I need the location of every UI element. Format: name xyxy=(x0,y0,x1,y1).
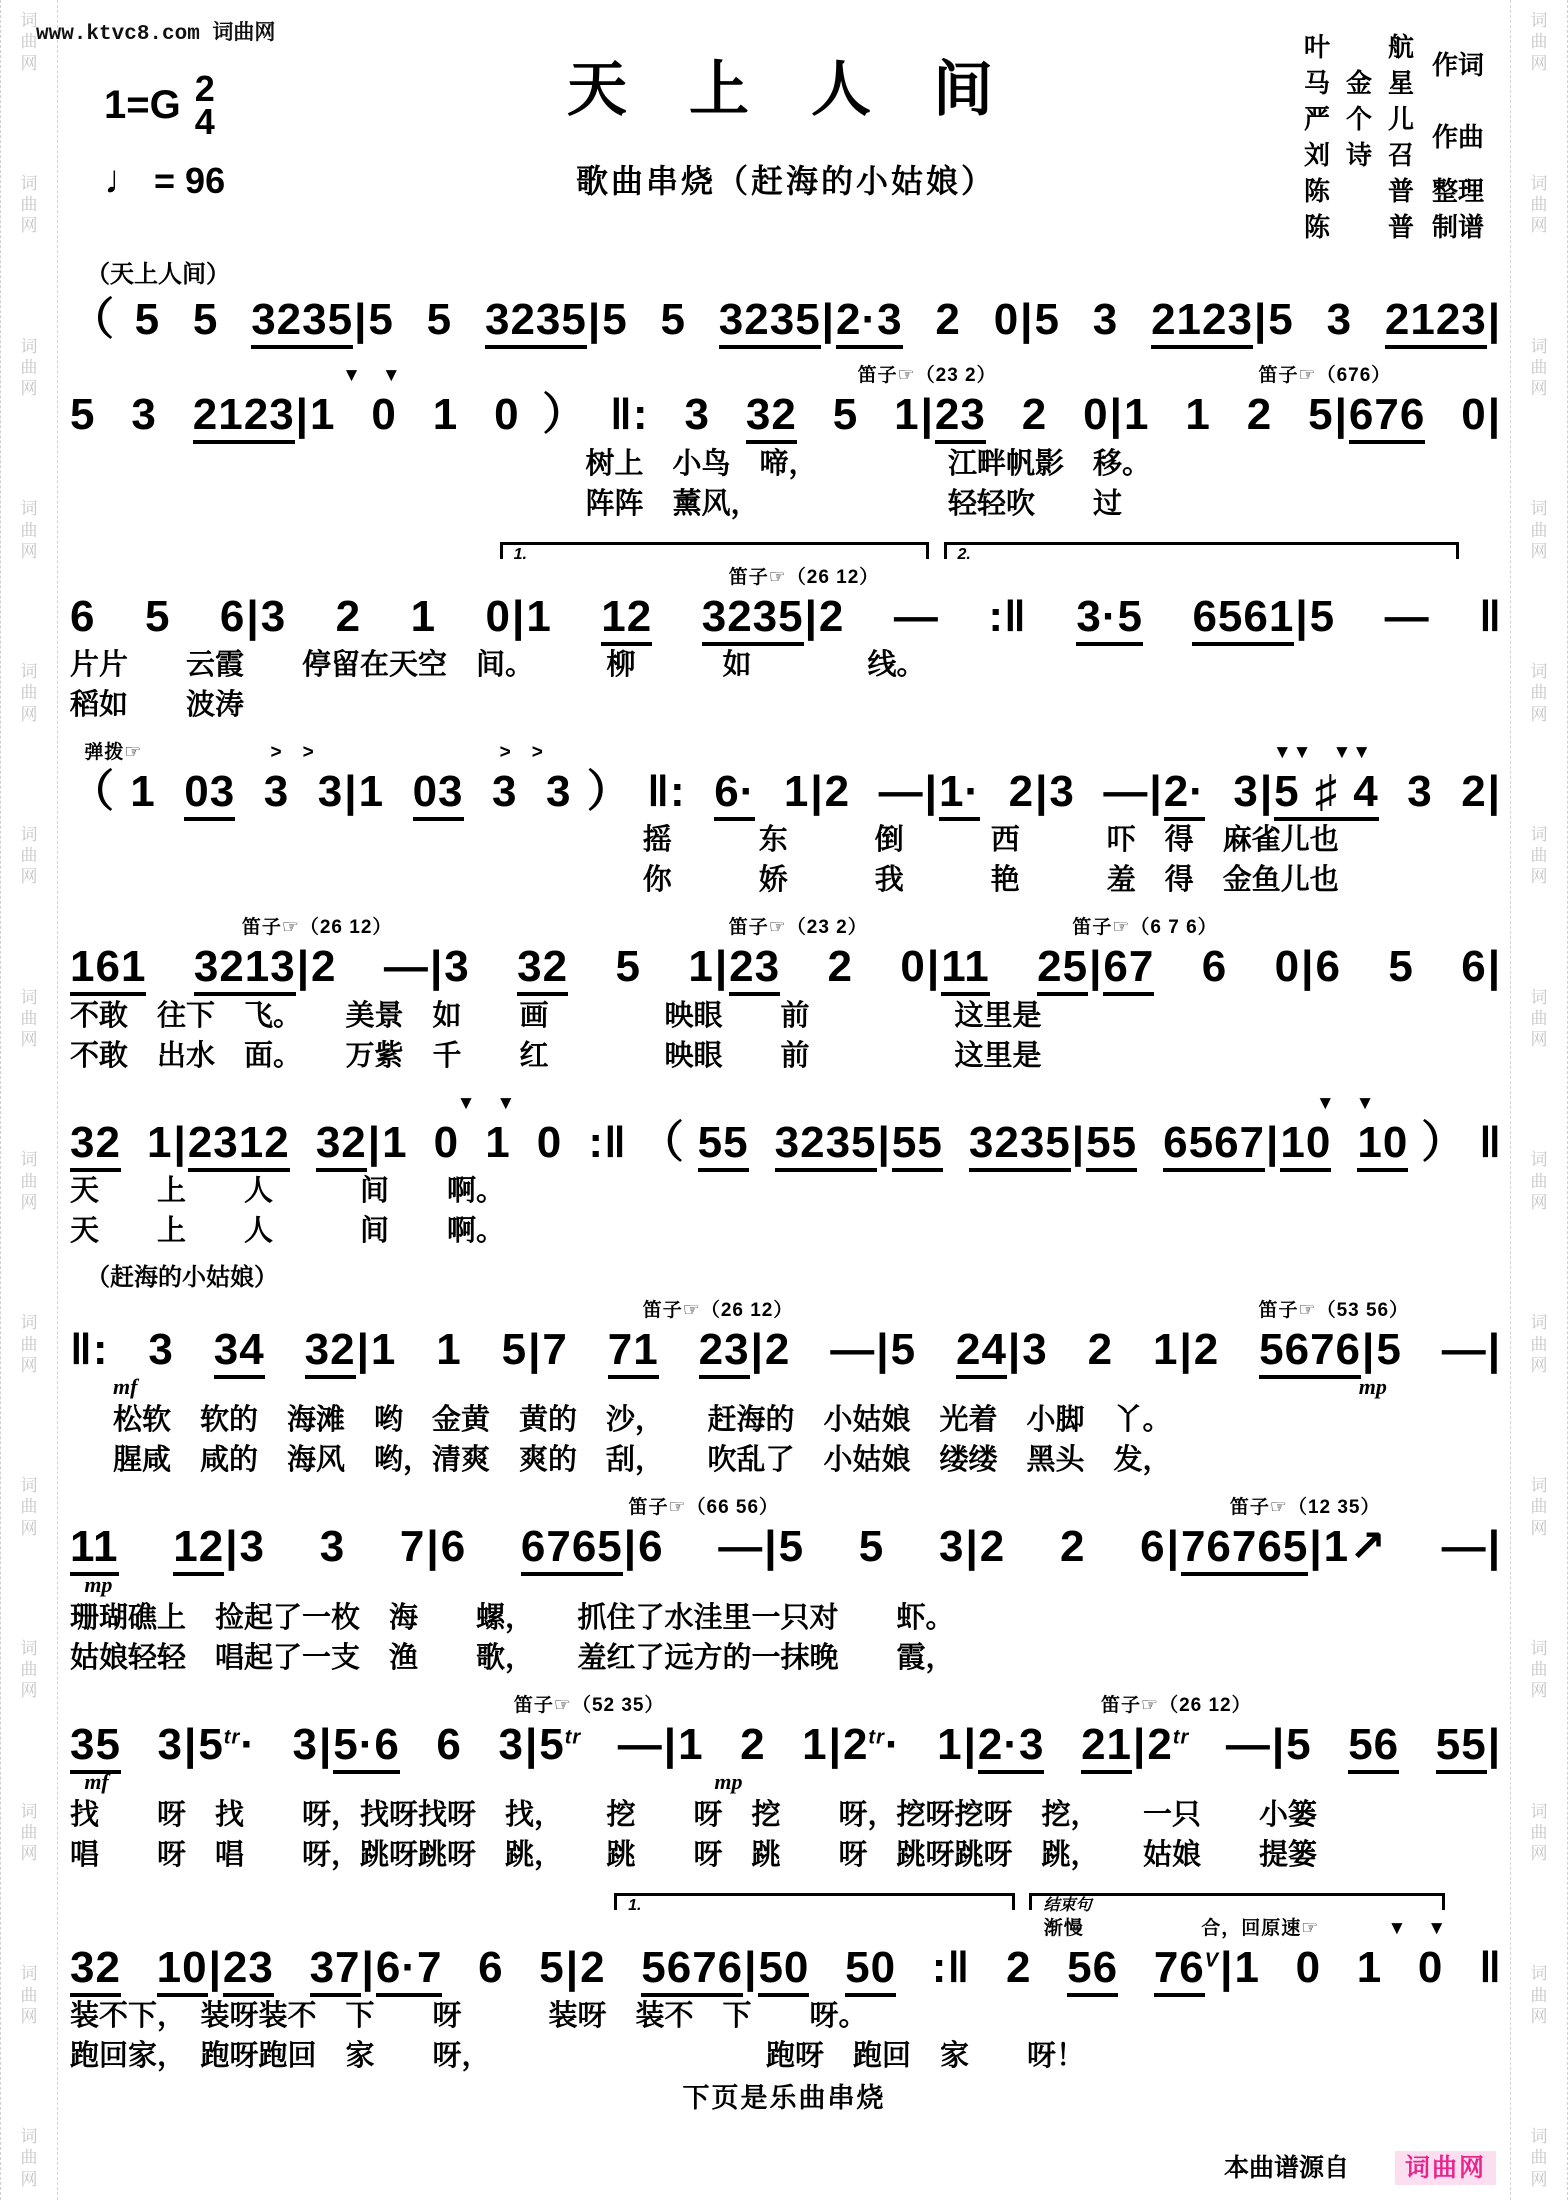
lyric-line: 不敢 出水 面。 万紫 千 红 映眼 前 这里是 xyxy=(70,1039,1042,1072)
lyric-line: 跑回家， 跑呀跑回 家 呀， 跑呀 跑回 家 呀！ xyxy=(70,2040,1086,2073)
annotation-row xyxy=(70,737,1502,764)
notation-line: 32 1|2312 32|1 0 1 0 :‖（55 3235|55 3235|55 6567|10 10）‖ xyxy=(70,1115,1502,1171)
volta-bracket-row xyxy=(70,1887,1502,1913)
instrument-annotation: ▼ ▼ xyxy=(456,1092,517,1114)
left-watermark-column xyxy=(0,0,58,2200)
instrument-annotation: ▼ ▼ xyxy=(1387,1917,1448,1939)
right-watermark-column xyxy=(1510,0,1568,2200)
lyric-line: 找 呀 找 呀，找呀找呀 找， 挖 呀 挖 呀，挖呀挖呀 挖， 一只 小篓 xyxy=(70,1798,1318,1831)
notation-system-4 xyxy=(70,737,1502,900)
side-watermark-text: 词 曲 网 xyxy=(20,11,38,73)
instrument-annotation: 笛子☞（26 12） xyxy=(728,566,880,588)
lyric-line: 天 上 人 间 啊。 xyxy=(70,1174,506,1207)
instrument-annotation: 笛子☞（66 56） xyxy=(628,1497,780,1519)
notation-line: 6 5 6|3 2 1 0|1 12 3235|2 — :‖ 3·5 6561|5 — ‖ xyxy=(70,589,1502,645)
arranger-role: 整理 xyxy=(1431,177,1484,206)
source-label: 本曲谱源自 xyxy=(1223,2154,1349,2182)
notation-line: ‖: 3 34 32|1 1 5|7 71 23|2 —|5 24|3 2 1|2 5676|5 —| xyxy=(70,1322,1502,1378)
side-watermark-text: 词 曲 网 xyxy=(20,662,38,724)
side-watermark-text: 词 曲 网 xyxy=(20,499,38,561)
volta-label: 结束句 xyxy=(1040,1898,1094,1914)
instrument-annotation: ▼ ▼ xyxy=(342,365,402,387)
volta-bracket xyxy=(614,1893,1015,1914)
instrument-annotation: 笛子☞（26 12） xyxy=(642,1299,794,1321)
volta-label: 1. xyxy=(511,547,530,563)
notation-system-10 xyxy=(70,1887,1502,2076)
side-watermark-text: 词 曲 网 xyxy=(1530,1964,1548,2026)
instrument-annotation: 笛子☞（53 56） xyxy=(1258,1299,1410,1321)
side-watermark-text: 词 曲 网 xyxy=(20,987,38,1050)
side-watermark-text: 词 曲 网 xyxy=(1530,11,1548,73)
lyric-line: 树上 小鸟 啼， 江畔帆影 移。 xyxy=(585,447,1152,480)
next-page-note: 下页是乐曲串烧 xyxy=(682,2083,886,2113)
side-watermark-text: 词 曲 网 xyxy=(1530,173,1548,236)
instrument-annotation: 笛子☞（12 35） xyxy=(1229,1497,1381,1519)
instrument-annotation: 笛子☞（23 2） xyxy=(728,917,868,939)
dynamic-mark: mp xyxy=(1358,1374,1387,1400)
volta-label: 2. xyxy=(955,547,974,563)
notation-system-6 xyxy=(70,1088,1502,1251)
side-watermark-text: 词 曲 网 xyxy=(20,1313,38,1375)
sheet-footer xyxy=(66,2070,1502,2200)
notation-line: （1 03 3 3|1 03 3 3）‖: 6· 1|2 —|1· 2|3 —|2· 3|5♯4 3 2| xyxy=(70,764,1502,820)
notation-system-1 xyxy=(70,260,1502,348)
annotation-row xyxy=(70,912,1502,939)
arranger-name: 陈 普 xyxy=(1303,177,1414,206)
notation-system-9 xyxy=(70,1690,1502,1875)
instrument-annotation: 合，回原速☞ xyxy=(1201,1917,1320,1939)
section-label: （天上人间） xyxy=(86,261,230,288)
annotation-row xyxy=(70,1088,1502,1115)
side-watermark-text: 词 曲 网 xyxy=(1530,662,1548,724)
annotation-row xyxy=(70,360,1502,387)
notation-system-3 xyxy=(70,536,1502,725)
side-watermark-text: 词 曲 网 xyxy=(1530,987,1548,1050)
notation-area xyxy=(70,252,1502,2076)
notation-line: 161 3213|2 —|3 32 5 1|23 2 0|11 25|67 6 0|6 5 6| xyxy=(70,939,1502,995)
side-watermark-text: 词 曲 网 xyxy=(1530,2127,1548,2189)
notator-name: 陈 普 xyxy=(1303,213,1414,242)
credits-block xyxy=(1304,30,1484,246)
lyricist-name: 马金星 xyxy=(1303,69,1414,98)
notation-system-8 xyxy=(70,1492,1502,1677)
dynamics-row xyxy=(70,1768,1502,1795)
annotation-row xyxy=(70,1492,1502,1519)
side-watermark-text: 词 曲 网 xyxy=(20,824,38,887)
instrument-annotation: > > xyxy=(270,741,315,763)
section-label: （赶海的小姑娘） xyxy=(86,1263,278,1291)
instrument-annotation: 笛子☞（52 35） xyxy=(513,1694,665,1716)
side-watermark-text: 词 曲 网 xyxy=(1530,1638,1548,1701)
song-subtitle: 歌曲串烧（赶海的小姑娘） xyxy=(575,163,996,199)
dynamics-row xyxy=(70,1374,1502,1400)
instrument-annotation: 笛子☞（23 2） xyxy=(857,365,997,387)
notation-line: 32 10|23 37|6·7 6 5|2 5676|50 50 :‖ 2 56 $76^V|1$ 0 1 0 ‖ xyxy=(70,1940,1502,1996)
instrument-annotation: 笛子☞（6 7 6） xyxy=(1072,917,1218,939)
volta-bracket xyxy=(500,542,930,563)
notation-line: （5 5 3235|5 5 3235|5 5 3235|2·3 2 0|5 3 2123|5 3 2123| xyxy=(70,292,1502,348)
dynamic-mark: mp xyxy=(84,1571,113,1597)
composer-role: 作曲 xyxy=(1431,123,1484,152)
lyric-line: 天 上 人 间 啊。 xyxy=(70,1214,506,1247)
notation-system-5 xyxy=(70,912,1502,1075)
side-watermark-text: 词 曲 网 xyxy=(1530,499,1548,561)
side-watermark-text: 词 曲 网 xyxy=(1530,1801,1548,1864)
side-watermark-text: 词 曲 网 xyxy=(1530,1150,1548,1212)
key-signature: 1=G xyxy=(104,82,181,127)
lyric-line: 阵阵 薰风， 轻轻吹 过 xyxy=(585,487,1123,520)
lyric-line: 稻如 波涛 xyxy=(70,688,245,721)
brand-badge[interactable]: 词曲网 xyxy=(1395,2151,1496,2185)
lyric-line: 摇 东 倒 西 吓 得 麻雀儿也 xyxy=(642,824,1339,857)
dynamic-mark: mp xyxy=(714,1768,743,1794)
site-watermark: www.ktvc8.com 词曲网 xyxy=(36,23,276,46)
lyric-line: 姑娘轻轻 唱起了一支 渔 歌， 羞红了远方的一抹晚 霞， xyxy=(70,1641,955,1674)
side-watermark-text: 词 曲 网 xyxy=(20,1638,38,1701)
quarter-note-icon: ♩ xyxy=(104,158,144,202)
sheet-header xyxy=(70,0,1502,252)
notation-system-2 xyxy=(70,360,1502,523)
lyric-line: 你 娇 我 艳 羞 得 金鱼儿也 xyxy=(642,864,1339,897)
side-watermark-text: 词 曲 网 xyxy=(20,173,38,236)
time-bottom: 4 xyxy=(194,101,215,143)
volta-label: 1. xyxy=(625,1898,644,1914)
side-watermark-text: 词 曲 网 xyxy=(20,1801,38,1864)
side-watermark-text: 词 曲 网 xyxy=(1530,824,1548,887)
instrument-annotation: ▼ ▼ xyxy=(1315,1092,1376,1114)
volta-bracket-row xyxy=(70,536,1502,562)
volta-bracket xyxy=(1029,1893,1444,1914)
dynamic-mark: mf xyxy=(112,1374,138,1400)
side-watermark-text: 词 曲 网 xyxy=(20,1150,38,1212)
annotation-row xyxy=(70,562,1502,589)
annotation-row xyxy=(70,1295,1502,1322)
volta-bracket xyxy=(944,542,1460,563)
composer-name: 严个儿 xyxy=(1303,105,1414,134)
lyricist-role: 作词 xyxy=(1431,51,1484,80)
lyric-line: 不敢 往下 飞。 美景 如 画 映眼 前 这里是 xyxy=(70,999,1042,1032)
dynamics-row xyxy=(70,1571,1502,1598)
instrument-annotation: 笛子☞（26 12） xyxy=(1101,1694,1252,1716)
side-watermark-text: 词 曲 网 xyxy=(20,336,38,399)
side-watermark-text: 词 曲 网 xyxy=(20,1476,38,1538)
dynamic-mark: mf xyxy=(84,1768,109,1794)
notator-role: 制谱 xyxy=(1431,213,1484,242)
tempo-value: = 96 xyxy=(154,160,226,201)
key-time-signature xyxy=(104,68,215,143)
time-signature xyxy=(194,68,215,143)
lyric-line: 片片 云霞 停留在天空 间。 柳 如 线。 xyxy=(70,648,926,681)
instrument-annotation: ▼▼ ▼▼ xyxy=(1272,741,1373,763)
composer-name: 刘诗召 xyxy=(1303,141,1414,170)
song-title: 天上人间 xyxy=(567,56,1055,123)
time-top: 2 xyxy=(194,68,215,109)
lyricist-name: 叶 航 xyxy=(1303,33,1414,62)
annotation-row xyxy=(70,1913,1502,1940)
source-line xyxy=(1224,2148,1496,2184)
lyric-line: 腥咸 咸的 海风 哟，清爽 爽的 刮， 吹乱了 小姑娘 缕缕 黑头 发， xyxy=(112,1444,1172,1477)
instrument-annotation: 笛子☞（676） xyxy=(1258,365,1392,387)
notation-line: 5 3 2123|1 0 1 0）‖: 3 32 5 1|23 2 0|1 1 2 5|676 0| xyxy=(70,387,1502,443)
side-watermark-text: 词 曲 网 xyxy=(1530,1313,1548,1375)
side-watermark-text: 词 曲 网 xyxy=(20,1964,38,2026)
instrument-annotation: > > xyxy=(499,741,544,763)
lyric-line: 唱 呀 唱 呀，跳呀跳呀 跳， 跳 呀 跳 呀 跳呀跳呀 跳， 姑娘 提篓 xyxy=(70,1838,1318,1871)
tempo-marking xyxy=(104,158,225,203)
instrument-annotation: 笛子☞（26 12） xyxy=(241,917,393,939)
annotation-row xyxy=(70,1690,1502,1717)
lyric-line: 松软 软的 海滩 哟 金黄 黄的 沙， 赶海的 小姑娘 光着 小脚 丫。 xyxy=(112,1404,1172,1437)
instrument-annotation: 渐慢 xyxy=(1043,1917,1084,1939)
lyric-line: 珊瑚礁上 捡起了一枚 海 螺， 抓住了水洼里一只对 虾。 xyxy=(70,1601,955,1634)
lyric-line: 装不下， 装呀装不 下 呀 装呀 装不 下 呀。 xyxy=(70,2000,868,2033)
side-watermark-text: 词 曲 网 xyxy=(1530,336,1548,399)
instrument-annotation: 弹拨☞ xyxy=(84,741,143,763)
side-watermark-text: 词 曲 网 xyxy=(20,2127,38,2189)
notation-line: 11 12|3 3 7|6 6765|6 —|5 5 3|2 2 6|76765|1↗ —| xyxy=(70,1519,1502,1575)
notation-system-7 xyxy=(70,1263,1502,1480)
notation-line: 35 $3|5^{tr}\cdot 3|5\cdot 6$ 6 $3|5^{tr}$ —|1 2 $1|2^{tr}\cdot 1|2\cdot 3$ $21|2^{tr}$ —|5 56 55| xyxy=(70,1717,1502,1773)
side-watermark-text: 词 曲 网 xyxy=(1530,1476,1548,1538)
